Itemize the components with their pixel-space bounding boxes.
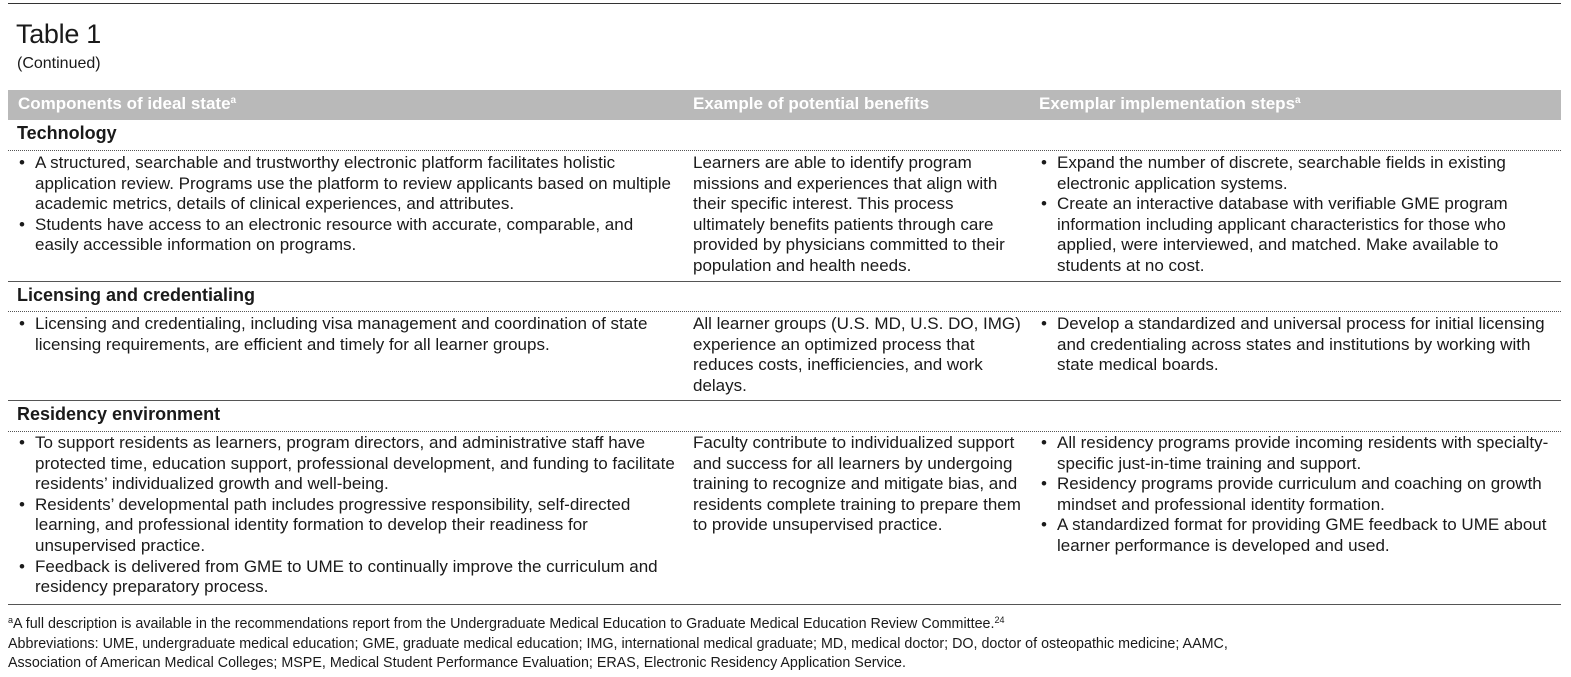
residency-components [17, 433, 677, 598]
header-components: Components of ideal state$^a$ [18, 94, 237, 113]
section-title-residency: Residency environment [17, 404, 221, 424]
section-rule [8, 400, 1561, 401]
list-item: • A standardized format for providing GME feedback to UME about learner performance is developed and used. [1039, 515, 1561, 556]
table-header [8, 90, 1561, 120]
bottom-rule [8, 604, 1561, 605]
section-rule [8, 281, 1561, 282]
header-benefits: Example of potential benefits [693, 94, 930, 113]
list-item: • Residency programs provide curriculum and coaching on growth mindset and professional identity formation. [1039, 474, 1561, 515]
list-item: • A structured, searchable and trustworthy electronic platform facilitates holistic application review. Programs use the platform to review applicants based on multiple academic metrics, details of clinical experiences, and attributes. [17, 153, 677, 215]
list-item: • Create an interactive database with verifiable GME program information including applicant characteristics for those who applied, were interviewed, and matched. Make available to students at no cost. [1039, 194, 1561, 276]
residency-benefits: Faculty contribute to individualized support and success for all learners by undergoing training to recognize and mitigate bias, and residents complete training to prepare them to provide unsupervised practice. [693, 433, 1021, 535]
header-steps: Exemplar implementation steps$^a$ [1039, 94, 1301, 113]
table-title: Table 1 [16, 19, 101, 49]
list-item: • Licensing and credentialing, including visa management and coordination of state licensing requirements, are efficient and timely for all learner groups. [17, 314, 677, 355]
technology-components [17, 153, 677, 256]
list-item: • Residents’ developmental path includes progressive responsibility, self-directed learning, and professional identity formation to develop their readiness for unsupervised practice. [17, 495, 677, 557]
technology-benefits: Learners are able to identify program missions and experiences that align with their specific interest. This process ultimately benefits patients through care provided by physicians committed to their population and health needs. [693, 153, 1005, 275]
list-item: • To support residents as learners, program directors, and administrative staff have protected time, education support, professional development, and funding to facilitate residents’ individualized growth and well-being. [17, 433, 677, 495]
list-item: • Students have access to an electronic resource with accurate, comparable, and easily accessible information on programs. [17, 215, 677, 256]
list-item: • All residency programs provide incoming residents with specialty-specific just-in-time training and support. [1039, 433, 1561, 474]
section-divider [8, 150, 1561, 151]
table-subtitle: (Continued) [17, 55, 101, 72]
section-divider [8, 431, 1561, 432]
top-rule [8, 3, 1561, 4]
abbreviations: Abbreviations: UME, undergraduate medical education; GME, graduate medical education; IMG, international medical graduate; MD, medical doctor; DO, doctor of osteopathic medicine; AAMC, Association of American Medical Colleges; MSPE, Medical Student Performance Evaluation; ERAS, Electronic Residency Application Service. [8, 635, 1228, 671]
licensing-benefits: All learner groups (U.S. MD, U.S. DO, IMG) experience an optimized process that reduces costs, inefficiencies, and work delays. [693, 314, 1021, 395]
section-title-licensing: Licensing and credentialing [17, 285, 256, 305]
list-item: • Develop a standardized and universal process for initial licensing and credentialing across states and institutions by working with state medical boards. [1039, 314, 1561, 376]
list-item: • Expand the number of discrete, searchable fields in existing electronic application systems. [1039, 153, 1561, 194]
footnote-a: $^a$A full description is available in the recommendations report from the Undergraduate Medical Education to Graduate Medical Education Review Committee.$^{24}$ [8, 615, 1005, 632]
table-footnotes [8, 611, 1268, 674]
technology-steps [1039, 153, 1561, 277]
residency-steps [1039, 433, 1561, 557]
licensing-steps [1039, 314, 1561, 376]
list-item: • Feedback is delivered from GME to UME to continually improve the curriculum and residency preparatory process. [17, 557, 677, 598]
licensing-components [17, 314, 677, 355]
section-divider [8, 311, 1561, 312]
section-title-technology: Technology [17, 123, 117, 143]
